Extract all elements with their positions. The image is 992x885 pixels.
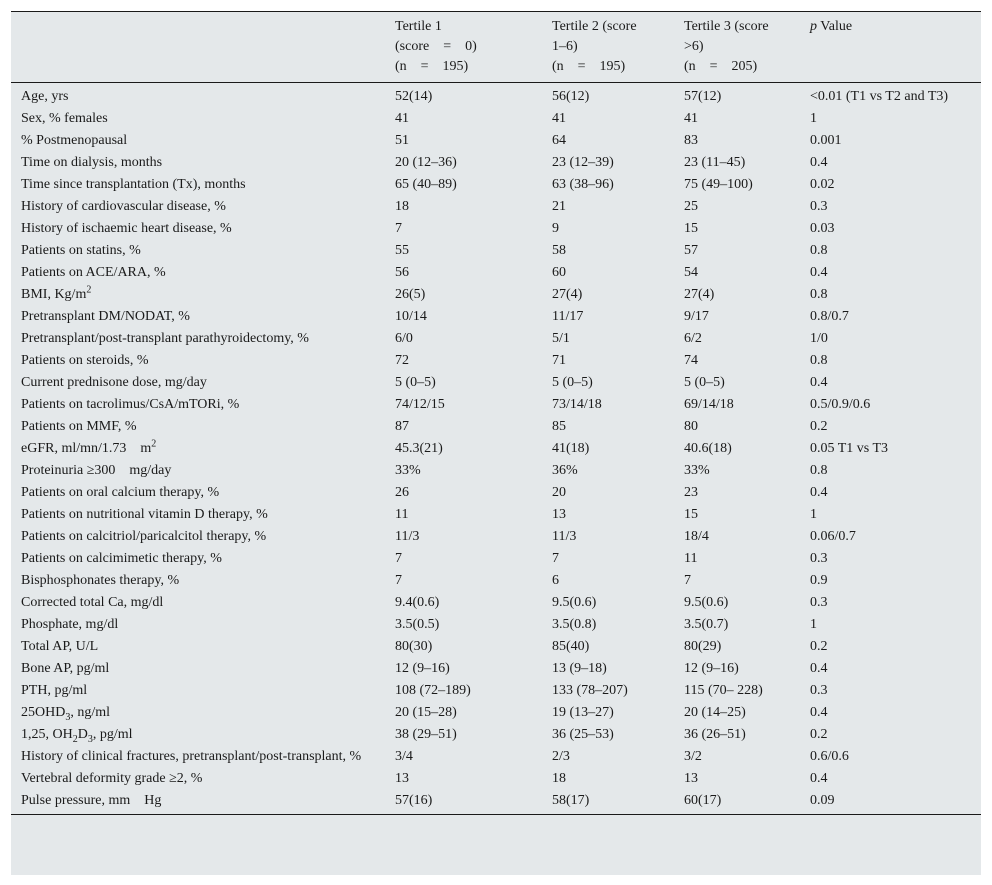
cell-p-value: 0.6/0.6 xyxy=(810,749,849,764)
cell-tertile-3: 20 (14–25) xyxy=(684,705,746,720)
header-tertile-1-line: (score = 0) xyxy=(395,39,477,54)
row-label xyxy=(11,196,395,218)
row-label-superscript: 2 xyxy=(86,284,92,296)
cell-tertile-2: 13 xyxy=(552,507,566,522)
row-label xyxy=(11,592,395,614)
cell-tertile-2: 6 xyxy=(552,573,559,588)
cell-p-value: 1 xyxy=(810,617,817,632)
cell-tertile-3: 9.5(0.6) xyxy=(684,595,729,610)
cell-tertile-3: 74 xyxy=(684,353,698,368)
cell-p-value: 0.8 xyxy=(810,463,828,478)
table-row xyxy=(11,262,981,284)
cell-p-value: 0.8 xyxy=(810,353,828,368)
cell-tertile-3: 36 (26–51) xyxy=(684,727,746,742)
cell-tertile-1: 65 (40–89) xyxy=(395,177,457,192)
cell-tertile-3: 12 (9–16) xyxy=(684,661,739,676)
row-label-text: History of cardiovascular disease, % xyxy=(21,199,226,214)
cell-tertile-2: 60 xyxy=(552,265,566,280)
table-row xyxy=(11,328,981,350)
table-row xyxy=(11,548,981,570)
cell-p-value: 0.4 xyxy=(810,705,828,720)
cell-tertile-3: 6/2 xyxy=(684,331,702,346)
cell-tertile-3: 25 xyxy=(684,199,698,214)
cell-tertile-2: 2/3 xyxy=(552,749,570,764)
cell-tertile-2: 9 xyxy=(552,221,559,236)
table-row xyxy=(11,790,981,815)
cell-tertile-3: 9/17 xyxy=(684,309,709,324)
cell-tertile-1: 108 (72–189) xyxy=(395,683,471,698)
cell-p-value: 0.4 xyxy=(810,771,828,786)
cell-tertile-1: 7 xyxy=(395,221,402,236)
cell-tertile-1: 33% xyxy=(395,463,421,478)
row-label-text: Bone AP, pg/ml xyxy=(21,661,110,676)
row-label-text: Patients on nutritional vitamin D therapy, % xyxy=(21,507,268,522)
table-row xyxy=(11,724,981,746)
table-row xyxy=(11,394,981,416)
cell-tertile-1: 3/4 xyxy=(395,749,413,764)
cell-p-value: 0.4 xyxy=(810,375,828,390)
cell-tertile-1: 45.3(21) xyxy=(395,441,443,456)
cell-tertile-3: 15 xyxy=(684,221,698,236)
row-label xyxy=(11,460,395,482)
cell-p-value: 0.4 xyxy=(810,265,828,280)
row-label-text: PTH, pg/ml xyxy=(21,683,88,698)
row-label-text: D xyxy=(77,727,88,742)
cell-tertile-3: 5 (0–5) xyxy=(684,375,725,390)
cell-tertile-2: 64 xyxy=(552,133,566,148)
cell-tertile-1: 5 (0–5) xyxy=(395,375,436,390)
cell-p-value: 0.2 xyxy=(810,727,828,742)
cell-tertile-2: 41 xyxy=(552,111,566,126)
cell-tertile-1: 3.5(0.5) xyxy=(395,617,440,632)
table-row xyxy=(11,482,981,504)
row-label-text: , pg/ml xyxy=(92,727,133,742)
row-label xyxy=(11,372,395,394)
table-row xyxy=(11,438,981,460)
table-row xyxy=(11,746,981,768)
row-label xyxy=(11,262,395,284)
cell-p-value: 1 xyxy=(810,111,817,126)
table-row xyxy=(11,372,981,394)
cell-tertile-2: 7 xyxy=(552,551,559,566)
cell-tertile-2: 11/17 xyxy=(552,309,584,324)
cell-tertile-2: 23 (12–39) xyxy=(552,155,614,170)
header-tertile-2-line: (n = 195) xyxy=(552,59,626,74)
row-label xyxy=(11,328,395,350)
row-label-text: eGFR, ml/mn/1.73 m xyxy=(21,441,152,456)
header-row xyxy=(11,12,981,83)
row-label-text: , ng/ml xyxy=(70,705,111,720)
cell-tertile-3: 60(17) xyxy=(684,790,810,815)
row-label-subscript: 3 xyxy=(87,733,93,745)
cell-tertile-3: 23 (11–45) xyxy=(684,155,746,170)
header-tertile-2-line: Tertile 2 (score xyxy=(552,19,637,34)
cell-p-value: 0.3 xyxy=(810,595,828,610)
row-label-text: BMI, Kg/m xyxy=(21,287,87,302)
cell-tertile-2: 21 xyxy=(552,199,566,214)
header-tertile-3 xyxy=(684,12,810,83)
row-label xyxy=(11,108,395,130)
row-label-subscript: 3 xyxy=(65,711,71,723)
row-label-text: Patients on MMF, % xyxy=(21,419,137,434)
cell-tertile-2: 18 xyxy=(552,771,566,786)
cell-tertile-1: 6/0 xyxy=(395,331,413,346)
row-label-text: Pretransplant/post-transplant parathyroidectomy, % xyxy=(21,331,309,346)
cell-tertile-1: 20 (15–28) xyxy=(395,705,457,720)
cell-tertile-1: 7 xyxy=(395,573,402,588)
row-label-text: Time on dialysis, months xyxy=(21,155,163,170)
header-tertile-3-line: (n = 205) xyxy=(684,59,758,74)
cell-tertile-3: 3.5(0.7) xyxy=(684,617,729,632)
header-variable xyxy=(11,12,395,83)
cell-p-value: 0.001 xyxy=(810,133,842,148)
row-label xyxy=(11,130,395,152)
table-row xyxy=(11,460,981,482)
cell-tertile-1: 56 xyxy=(395,265,409,280)
row-label xyxy=(11,746,395,768)
row-label-text: Vertebral deformity grade ≥2, % xyxy=(21,771,203,786)
row-label xyxy=(11,636,395,658)
row-label xyxy=(11,438,395,460)
table-row xyxy=(11,83,981,109)
row-label-text: Pulse pressure, mm Hg xyxy=(21,793,162,808)
row-label xyxy=(11,240,395,262)
cell-tertile-1: 80(30) xyxy=(395,639,433,654)
cell-tertile-2: 58(17) xyxy=(552,790,684,815)
cell-tertile-3: 11 xyxy=(684,551,698,566)
row-label-text: Phosphate, mg/dl xyxy=(21,617,119,632)
cell-tertile-3: 69/14/18 xyxy=(684,397,734,412)
row-label-text: Patients on ACE/ARA, % xyxy=(21,265,166,280)
cell-tertile-1: 26(5) xyxy=(395,287,426,302)
cell-p-value: 0.8 xyxy=(810,287,828,302)
cell-tertile-1: 55 xyxy=(395,243,409,258)
header-p-rest: Value xyxy=(817,19,853,34)
cell-tertile-1: 12 (9–16) xyxy=(395,661,450,676)
table-row xyxy=(11,592,981,614)
row-label xyxy=(11,218,395,240)
cell-tertile-3: 83 xyxy=(684,133,698,148)
table-row xyxy=(11,570,981,592)
cell-tertile-1: 7 xyxy=(395,551,402,566)
row-label xyxy=(11,614,395,636)
cell-tertile-2: 19 (13–27) xyxy=(552,705,614,720)
row-label xyxy=(11,394,395,416)
cell-tertile-3: 54 xyxy=(684,265,698,280)
cell-tertile-2: 9.5(0.6) xyxy=(552,595,597,610)
row-label xyxy=(11,504,395,526)
header-tertile-1-line: (n = 195) xyxy=(395,59,469,74)
row-label-text: 25OHD xyxy=(21,705,66,720)
cell-tertile-3: 18/4 xyxy=(684,529,709,544)
cell-p-value: 0.8 xyxy=(810,243,828,258)
cell-tertile-2: 63 (38–96) xyxy=(552,177,614,192)
row-label-text: Patients on oral calcium therapy, % xyxy=(21,485,220,500)
cell-p-value: 0.05 T1 vs T3 xyxy=(810,441,889,456)
row-label-text: Patients on calcimimetic therapy, % xyxy=(21,551,222,566)
row-label xyxy=(11,83,395,109)
cell-tertile-3: 23 xyxy=(684,485,698,500)
cell-tertile-1: 13 xyxy=(395,771,409,786)
row-label xyxy=(11,284,395,306)
header-tertile-3-line: Tertile 3 (score xyxy=(684,19,769,34)
cell-tertile-1: 72 xyxy=(395,353,409,368)
row-label-text: Patients on statins, % xyxy=(21,243,141,258)
cell-tertile-1: 9.4(0.6) xyxy=(395,595,440,610)
row-label xyxy=(11,152,395,174)
row-label xyxy=(11,790,395,815)
cell-tertile-3: 7 xyxy=(684,573,691,588)
cell-p-value: 1/0 xyxy=(810,331,828,346)
cell-tertile-2: 20 xyxy=(552,485,566,500)
cell-tertile-2: 133 (78–207) xyxy=(552,683,628,698)
cell-tertile-2: 11/3 xyxy=(552,529,577,544)
row-label xyxy=(11,724,395,746)
row-label xyxy=(11,416,395,438)
row-label xyxy=(11,548,395,570)
row-label xyxy=(11,174,395,196)
row-label-text: History of clinical fractures, pretransplant/post-transplant, % xyxy=(21,749,362,764)
cell-tertile-1: 20 (12–36) xyxy=(395,155,457,170)
table-row xyxy=(11,504,981,526)
row-label-text: Total AP, U/L xyxy=(21,639,99,654)
cell-tertile-2: 36 (25–53) xyxy=(552,727,614,742)
cell-tertile-2: 85(40) xyxy=(552,639,590,654)
cell-p-value: 0.3 xyxy=(810,683,828,698)
table-row xyxy=(11,108,981,130)
table-row xyxy=(11,658,981,680)
table-row xyxy=(11,416,981,438)
cell-tertile-1: 51 xyxy=(395,133,409,148)
row-label-superscript: 2 xyxy=(151,438,157,450)
row-label xyxy=(11,658,395,680)
cell-tertile-3: 57(12) xyxy=(684,89,722,104)
row-label-text: Age, yrs xyxy=(21,89,69,104)
cell-tertile-1: 52(14) xyxy=(395,89,433,104)
cell-p-value: 0.9 xyxy=(810,573,828,588)
cell-tertile-3: 57 xyxy=(684,243,698,258)
cell-p-value: 0.8/0.7 xyxy=(810,309,849,324)
table-row xyxy=(11,174,981,196)
header-p-value xyxy=(810,12,981,83)
cell-tertile-3: 27(4) xyxy=(684,287,715,302)
cell-tertile-3: 80 xyxy=(684,419,698,434)
cell-tertile-2: 13 (9–18) xyxy=(552,661,607,676)
table-row xyxy=(11,306,981,328)
table-row xyxy=(11,284,981,306)
cell-tertile-3: 75 (49–100) xyxy=(684,177,753,192)
cell-tertile-3: 40.6(18) xyxy=(684,441,732,456)
cell-tertile-2: 3.5(0.8) xyxy=(552,617,597,632)
row-label-text: Patients on tacrolimus/CsA/mTORi, % xyxy=(21,397,240,412)
cell-tertile-1: 38 (29–51) xyxy=(395,727,457,742)
cell-p-value: 0.2 xyxy=(810,419,828,434)
table-row xyxy=(11,768,981,790)
cell-p-value: 0.2 xyxy=(810,639,828,654)
cell-tertile-1: 87 xyxy=(395,419,409,434)
row-label-text: % Postmenopausal xyxy=(21,133,128,148)
cell-tertile-3: 33% xyxy=(684,463,710,478)
row-label-text: Sex, % females xyxy=(21,111,108,126)
cell-tertile-3: 41 xyxy=(684,111,698,126)
cell-tertile-3: 13 xyxy=(684,771,698,786)
cell-p-value: 0.02 xyxy=(810,177,835,192)
cell-p-value: 0.06/0.7 xyxy=(810,529,856,544)
table-row xyxy=(11,240,981,262)
cell-tertile-2: 5 (0–5) xyxy=(552,375,593,390)
table-row xyxy=(11,218,981,240)
row-label-text: Bisphosphonates therapy, % xyxy=(21,573,180,588)
table-row xyxy=(11,636,981,658)
table-body xyxy=(11,83,981,815)
row-label-text: Current prednisone dose, mg/day xyxy=(21,375,207,390)
cell-tertile-1: 41 xyxy=(395,111,409,126)
cell-tertile-2: 85 xyxy=(552,419,566,434)
cell-p-value: 0.4 xyxy=(810,661,828,676)
row-label-subscript: 2 xyxy=(72,733,78,745)
table-row xyxy=(11,196,981,218)
row-label xyxy=(11,570,395,592)
cell-tertile-1: 57(16) xyxy=(395,790,552,815)
row-label-text: 1,25, OH xyxy=(21,727,73,742)
row-label-text: Proteinuria ≥300 mg/day xyxy=(21,463,172,478)
cell-p-value: 0.3 xyxy=(810,199,828,214)
table-row xyxy=(11,152,981,174)
cell-tertile-1: 26 xyxy=(395,485,409,500)
table-header xyxy=(11,12,981,83)
header-tertile-2-line: 1–6) xyxy=(552,39,578,54)
table-row xyxy=(11,702,981,724)
cell-tertile-1: 11 xyxy=(395,507,409,522)
cell-tertile-2: 58 xyxy=(552,243,566,258)
row-label xyxy=(11,768,395,790)
header-tertile-1-line: Tertile 1 xyxy=(395,19,442,34)
cell-tertile-2: 71 xyxy=(552,353,566,368)
row-label xyxy=(11,680,395,702)
table-row xyxy=(11,130,981,152)
cell-tertile-2: 36% xyxy=(552,463,578,478)
table-row xyxy=(11,350,981,372)
cell-p-value: 1 xyxy=(810,507,817,522)
cell-tertile-2: 56(12) xyxy=(552,89,590,104)
cell-tertile-1: 18 xyxy=(395,199,409,214)
cell-tertile-3: 15 xyxy=(684,507,698,522)
header-tertile-2 xyxy=(552,12,684,83)
cell-p-value: 0.4 xyxy=(810,485,828,500)
row-label xyxy=(11,350,395,372)
row-label-text: Pretransplant DM/NODAT, % xyxy=(21,309,190,324)
cell-p-value: 0.3 xyxy=(810,551,828,566)
cell-tertile-2: 41(18) xyxy=(552,441,590,456)
header-tertile-3-line: >6) xyxy=(684,39,704,54)
cell-tertile-1: 74/12/15 xyxy=(395,397,445,412)
cell-tertile-3: 115 (70– 228) xyxy=(684,683,763,698)
row-label-text: Patients on calcitriol/paricalcitol therapy, % xyxy=(21,529,267,544)
row-label-text: Corrected total Ca, mg/dl xyxy=(21,595,164,610)
row-label-text: History of ischaemic heart disease, % xyxy=(21,221,232,236)
cell-p-value: 0.09 xyxy=(810,790,981,815)
baseline-characteristics-table xyxy=(11,11,981,815)
cell-tertile-3: 80(29) xyxy=(684,639,722,654)
cell-tertile-2: 5/1 xyxy=(552,331,570,346)
row-label-text: Time since transplantation (Tx), months xyxy=(21,177,246,192)
row-label-text: Patients on steroids, % xyxy=(21,353,149,368)
row-label xyxy=(11,526,395,548)
cell-tertile-2: 27(4) xyxy=(552,287,583,302)
header-p-letter: p xyxy=(810,19,817,34)
table-row xyxy=(11,614,981,636)
cell-p-value: 0.5/0.9/0.6 xyxy=(810,397,871,412)
row-label xyxy=(11,482,395,504)
row-label xyxy=(11,702,395,724)
row-label xyxy=(11,306,395,328)
cell-tertile-1: 10/14 xyxy=(395,309,427,324)
cell-p-value: 0.03 xyxy=(810,221,835,236)
cell-tertile-3: 3/2 xyxy=(684,749,702,764)
table-row xyxy=(11,680,981,702)
header-tertile-1 xyxy=(395,12,552,83)
table-row xyxy=(11,526,981,548)
cell-p-value: 0.4 xyxy=(810,155,828,170)
cell-p-value: <0.01 (T1 vs T2 and T3) xyxy=(810,89,949,104)
cell-tertile-1: 11/3 xyxy=(395,529,420,544)
cell-tertile-2: 73/14/18 xyxy=(552,397,602,412)
